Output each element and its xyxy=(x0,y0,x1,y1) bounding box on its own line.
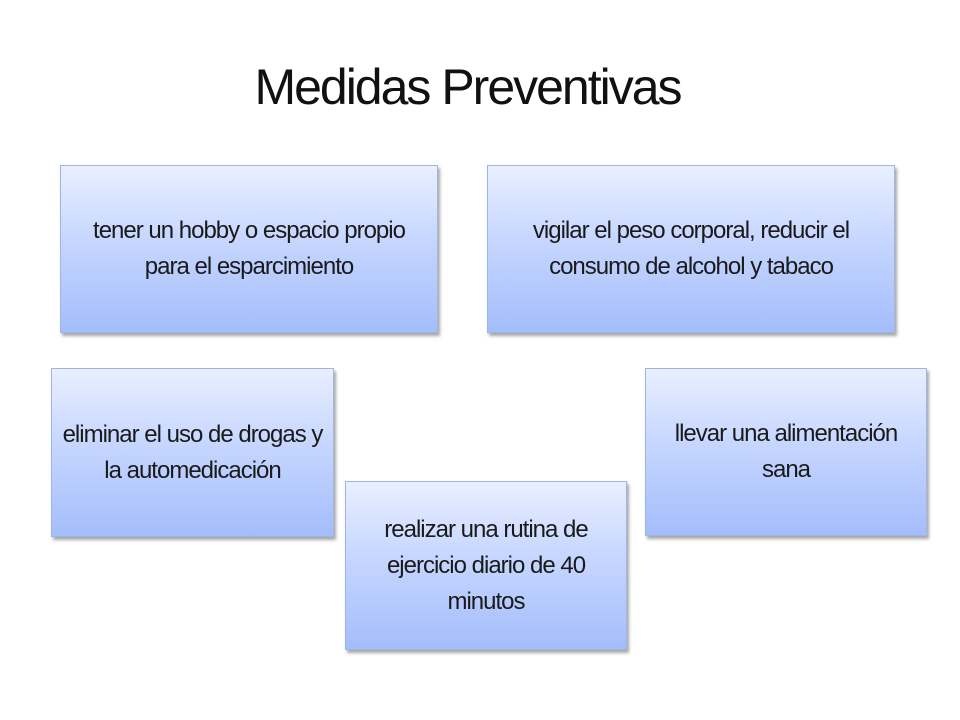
measure-box-exercise xyxy=(345,481,627,650)
slide-title: Medidas Preventivas xyxy=(254,59,681,115)
measure-text-exercise: realizar una rutina de ejercicio diario de 40 minutos xyxy=(384,515,588,615)
measure-box-weight-alcohol-tobacco xyxy=(487,165,895,333)
measure-box-drugs xyxy=(51,368,334,537)
measure-box-nutrition xyxy=(645,368,927,536)
measure-text-hobby: tener un hobby o espacio propio para el esparcimiento xyxy=(93,217,405,280)
measure-text-drugs: eliminar el uso de drogas y la automedicación xyxy=(62,420,323,484)
measure-box-hobby xyxy=(60,165,438,333)
measure-text-weight-alcohol-tobacco: vigilar el peso corporal, reducir el consumo de alcohol y tabaco xyxy=(532,217,850,280)
measure-text-nutrition: llevar una alimentación sana xyxy=(674,420,898,483)
